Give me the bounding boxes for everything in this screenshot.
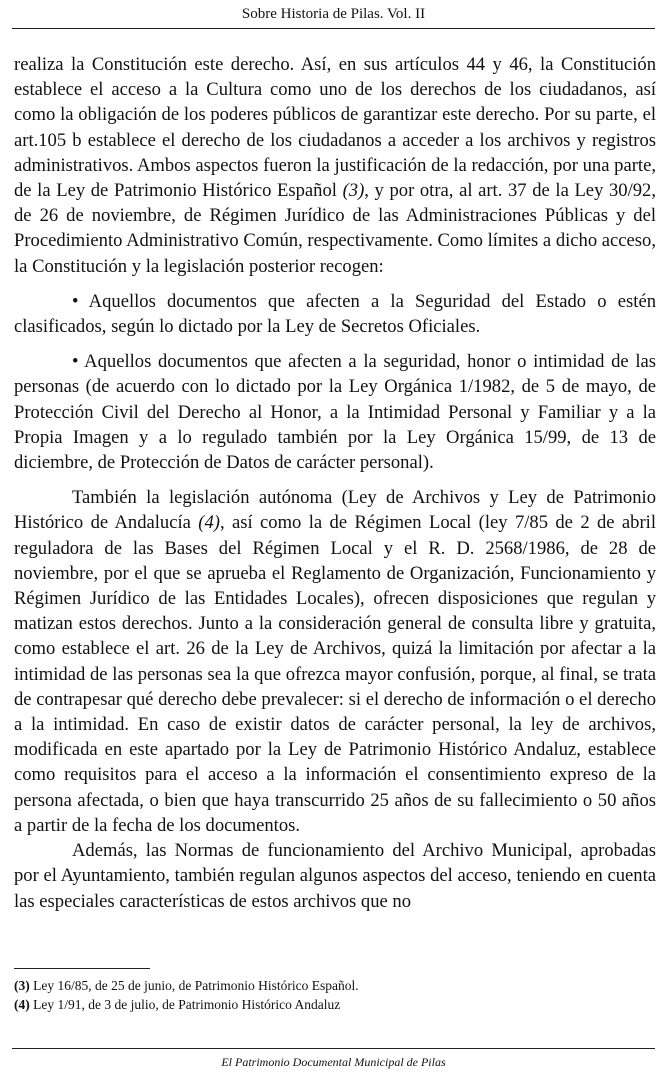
running-footer: El Patrimonio Documental Municipal de Pilas: [221, 1055, 446, 1069]
footnote-text: Ley 16/85, de 25 de junio, de Patrimonio Histórico Español.: [29, 978, 359, 993]
footnote-divider: [14, 968, 150, 969]
footnotes: [14, 976, 654, 1014]
bullet-item-2: • Aquellos documentos que afecten a la seguridad, honor o intimidad de las personas (de acuerdo con lo dictado por la Ley Orgánica 1/1982, de 5 de mayo, de Protección Civil del Derecho al Honor, a la Intimidad Personal y Familiar y a la Propia Imagen y a lo regulado también por la Ley Orgánica 15/99, de 13 de diciembre, de Protección de Datos de carácter personal).: [14, 351, 656, 474]
bullet-item-1: • Aquellos documentos que afecten a la Seguridad del Estado o estén clasificados, según lo dictado por la Ley de Secretos Oficiales.: [14, 290, 656, 338]
paragraph-2-text-a: También la legislación autónoma (Ley de Archivos y Ley de Patrimonio Histórico de Andalucía: [14, 487, 656, 534]
footer-divider: [12, 1048, 655, 1049]
footnote-ref-4[interactable]: (4): [198, 512, 220, 534]
footnote-4: [14, 995, 654, 1014]
paragraph-1-text-a: realiza la Constitución este derecho. Así, en sus artículos 44 y 46, la Constitución establece el acceso a la Cultura como uno de los derechos de los ciudadanos, así como la obligación de los poderes públicos de garantizar este derecho. Por su parte, el art.105 b establece el derecho de los ciudadanos a acceder a los archivos y registros administrativos. Ambos aspectos fueron la justificación de la redacción, por una parte, de la Ley de Patrimonio Histórico Español: [14, 54, 656, 202]
paragraph-2: [14, 485, 656, 838]
running-header: Sobre Historia de Pilas. Vol. II: [12, 6, 655, 29]
footnote-ref-3[interactable]: (3): [342, 180, 365, 202]
footnote-number: (4): [14, 997, 30, 1012]
footnote-text: Ley 1/91, de 3 de julio, de Patrimonio Histórico Andaluz: [29, 997, 341, 1012]
body-text: [14, 52, 656, 914]
footnote-number: (3): [14, 978, 30, 993]
paragraph-1-text-b: , y por otra, al art. 37 de la Ley 30/92, de 26 de noviembre, de Régimen Jurídico de las Administraciones Públicas y del Procedimiento Administrativo Común, respectivamente. Como límites a dicho acceso, la Constitución y la legislación posterior recogen:: [14, 180, 656, 277]
footnote-3: [14, 976, 654, 995]
paragraph-1: [14, 52, 656, 279]
paragraph-3: Además, las Normas de funcionamiento del Archivo Municipal, aprobadas por el Ayuntamiento, también regulan algunos aspectos del acceso, teniendo en cuenta las especiales características de estos archivos que no: [14, 840, 656, 912]
paragraph-2-text-b: , así como la de Régimen Local (ley 7/85 de 2 de abril reguladora de las Bases del Régimen Local y el R. D. 2568/1986, de 28 de noviembre, por el que se aprueba el Reglamento de Organización, Funcionamiento y Régimen Jurídico de las Entidades Locales), ofrecen disposiciones que regulan y matizan estos derechos. Junto a la consideración general de consulta libre y gratuita, como establece el art. 26 de la Ley de Archivos, quizá la limitación por afectar a la intimidad de las personas sea la que ofrezca mayor confusión, porque, al final, se trata de contrapesar qué derecho debe prevalecer: si el derecho de información o el derecho a la intimidad. En caso de existir datos de carácter personal, la ley de archivos, modificada en este apartado por la Ley de Patrimonio Histórico Andaluz, establece como requisitos para el acceso a la información el consentimiento expreso de la persona afectada, o bien que haya transcurrido 25 años de su fallecimiento o 50 años a partir de la fecha de los documentos.: [14, 512, 656, 836]
